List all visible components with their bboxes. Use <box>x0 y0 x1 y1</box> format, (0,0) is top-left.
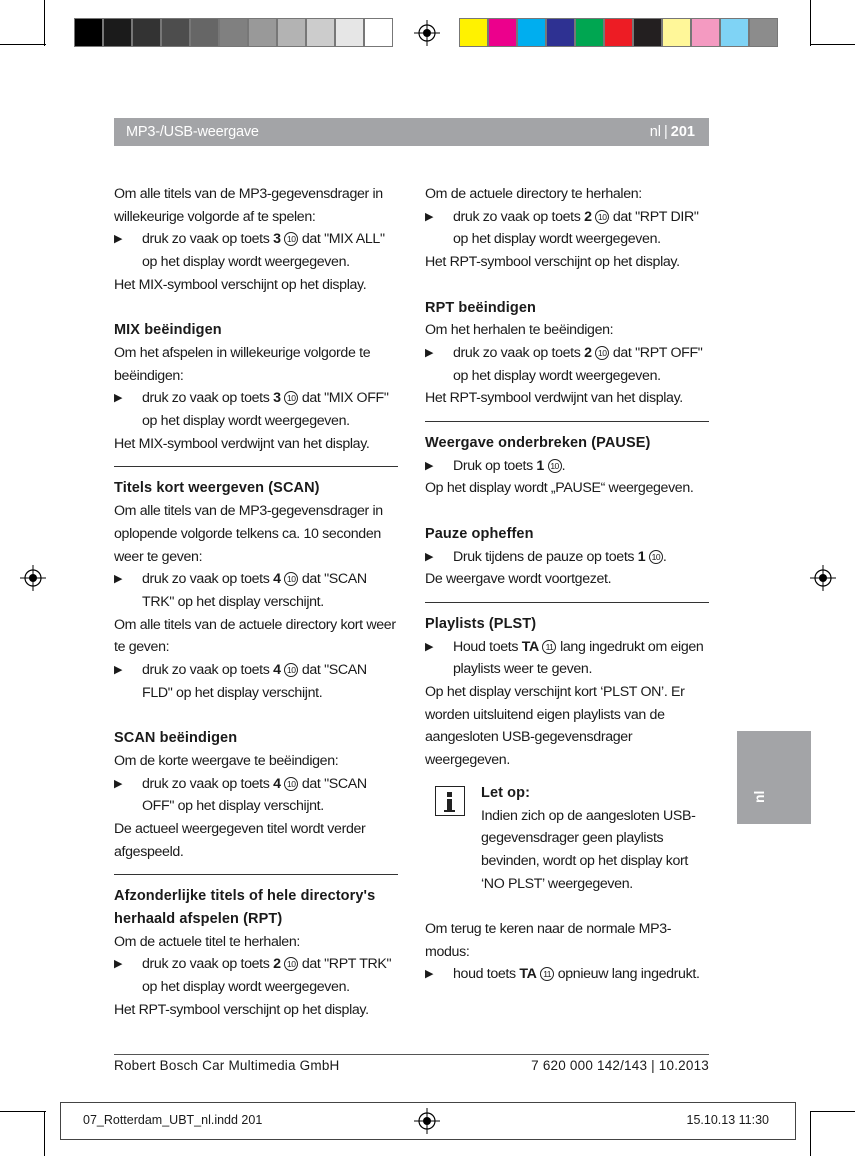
section-title: MP3-/USB-weergave <box>126 124 259 140</box>
side-tab-label: nl <box>751 790 767 803</box>
bullet-item <box>114 568 398 613</box>
subheading: MIX beëindigen <box>114 322 222 339</box>
bullet-text: dat "RPT TRK" op het display wordt weergegeven. <box>142 956 392 996</box>
paragraph: Het RPT-symbool verdwijnt van het display. <box>425 390 683 407</box>
color-swatch <box>219 18 248 47</box>
paragraph: Om alle titels van de MP3-gegevensdrager in willekeurige volgorde af te spelen: <box>114 186 383 225</box>
section-heading: Playlists (PLST) <box>425 615 537 632</box>
paragraph: Om de actuele titel te herhalen: <box>114 933 300 950</box>
note-title: Let op: <box>481 784 531 801</box>
footer-company: Robert Bosch Car Multimedia GmbH <box>114 1058 340 1073</box>
bullet-text: druk zo vaak op toets <box>142 775 274 792</box>
registration-mark-icon <box>810 565 836 591</box>
bullet-text: lang ingedrukt om eigen playlists weer te geven. <box>453 638 704 678</box>
paragraph: De weergave wordt voortgezet. <box>425 571 612 588</box>
footer-rule <box>114 1054 709 1055</box>
paragraph: Om het herhalen te beëindigen: <box>425 322 614 339</box>
process-color-bar <box>459 18 778 47</box>
bullet-triangle-icon: ▶ <box>425 640 434 653</box>
bullet-triangle-icon: ▶ <box>114 233 123 246</box>
bullet-text: dat "SCAN OFF" op het display verschijnt. <box>142 775 367 815</box>
page-num: 201 <box>670 124 695 140</box>
color-swatch <box>575 18 604 47</box>
key-label: 4 <box>273 775 281 792</box>
crop-mark <box>810 1111 855 1112</box>
bullet-text: Druk op toets <box>453 457 537 474</box>
section-divider <box>425 602 709 986</box>
section-heading: Afzonderlijke titels of hele directory's herhaald afspelen (RPT) <box>114 888 376 928</box>
paragraph: Het MIX-symbool verdwijnt van het display. <box>114 435 370 452</box>
key-number: 10 <box>284 391 298 405</box>
bullet-text: . <box>662 548 667 565</box>
paragraph: Om terug te keren naar de normale MP3-modus: <box>425 921 672 960</box>
paragraph: Het RPT-symbool verschijnt op het display. <box>114 1001 369 1018</box>
paragraph: Het MIX-symbool verschijnt op het display. <box>114 276 367 293</box>
color-swatch <box>277 18 306 47</box>
registration-mark-icon <box>20 565 46 591</box>
color-swatch <box>749 18 778 47</box>
spacer <box>114 704 398 727</box>
slug-datetime: 15.10.13 11:30 <box>686 1113 769 1127</box>
paragraph: Om de korte weergave te beëindigen: <box>114 752 339 769</box>
color-swatch <box>161 18 190 47</box>
bullet-item <box>114 659 398 704</box>
color-swatch <box>662 18 691 47</box>
bullet-triangle-icon: ▶ <box>425 968 434 981</box>
color-swatch <box>604 18 633 47</box>
info-icon <box>435 786 465 816</box>
bullet-triangle-icon: ▶ <box>114 777 123 790</box>
key-label: 4 <box>273 662 281 679</box>
bullet-text: dat "RPT OFF" op het display wordt weergegeven. <box>453 344 703 384</box>
key-label: 3 <box>273 231 281 248</box>
color-swatch <box>488 18 517 47</box>
bullet-text: dat "MIX ALL" op het display wordt weergegeven. <box>142 231 385 271</box>
subheading: SCAN beëindigen <box>114 730 238 747</box>
bullet-triangle-icon: ▶ <box>425 459 434 472</box>
bullet-item <box>114 953 398 998</box>
key-label: 2 <box>584 208 592 225</box>
right-column <box>425 183 709 986</box>
color-swatch <box>691 18 720 47</box>
bullet-triangle-icon: ▶ <box>425 550 434 563</box>
slug-filename: 07_Rotterdam_UBT_nl.indd 201 <box>83 1113 263 1127</box>
color-swatch <box>720 18 749 47</box>
bullet-triangle-icon: ▶ <box>114 958 123 971</box>
paragraph: Op het display verschijnt kort ‘PLST ON’. Er worden uitsluitend eigen playlists van de aangesloten USB-gegevensdrager weergegeven. <box>425 684 685 769</box>
color-swatch <box>190 18 219 47</box>
color-swatch <box>306 18 335 47</box>
bullet-item <box>425 636 709 681</box>
bullet-text: druk zo vaak op toets <box>142 231 274 248</box>
crop-mark <box>810 44 855 45</box>
bullet-text: druk zo vaak op toets <box>142 571 274 588</box>
page-number <box>650 124 695 140</box>
key-number: 10 <box>548 459 562 473</box>
key-label: 1 <box>637 548 646 565</box>
color-swatch <box>132 18 161 47</box>
crop-mark <box>44 0 45 46</box>
key-label: 1 <box>536 457 544 474</box>
crop-mark <box>0 44 46 45</box>
key-number: 10 <box>284 957 298 971</box>
bullet-text: houd toets <box>453 966 520 983</box>
color-swatch <box>335 18 364 47</box>
bullet-item <box>114 228 398 273</box>
print-slug <box>60 1102 796 1140</box>
paragraph: Op het display wordt „PAUSE“ weergegeven. <box>425 480 694 497</box>
key-number: 11 <box>542 640 556 654</box>
bullet-text: dat "RPT DIR" op het display wordt weergegeven. <box>453 208 699 248</box>
key-label: 2 <box>273 956 281 973</box>
paragraph: Het RPT-symbool verschijnt op het display. <box>425 254 680 271</box>
language-code: nl <box>649 124 662 140</box>
key-label: TA <box>521 638 539 655</box>
bullet-triangle-icon: ▶ <box>114 392 123 405</box>
section-divider <box>425 421 709 591</box>
bullet-text: dat "SCAN TRK" op het display verschijnt. <box>142 571 367 610</box>
gray-color-bar <box>74 18 393 47</box>
crop-mark <box>810 0 811 46</box>
color-swatch <box>633 18 662 47</box>
bullet-triangle-icon: ▶ <box>425 210 434 223</box>
bullet-text: druk zo vaak op toets <box>142 390 274 407</box>
key-number: 10 <box>595 346 609 360</box>
color-swatch <box>517 18 546 47</box>
subheading: Pauze opheffen <box>425 525 534 542</box>
crop-mark <box>44 1111 45 1156</box>
section-heading: Titels kort weergeven (SCAN) <box>114 480 320 497</box>
key-number: 11 <box>540 967 554 981</box>
bullet-text: druk zo vaak op toets <box>142 662 274 679</box>
key-label: 4 <box>273 571 281 588</box>
bullet-item <box>425 206 709 251</box>
bullet-text: dat "SCAN FLD" op het display verschijnt. <box>142 662 367 701</box>
separator: | <box>664 124 668 140</box>
bullet-text: Druk tijdens de pauze op toets <box>453 548 638 565</box>
bullet-item <box>114 773 398 818</box>
key-number: 10 <box>284 777 298 791</box>
bullet-text: druk zo vaak op toets <box>142 956 274 973</box>
paragraph: Om alle titels van de actuele directory kort weer te geven: <box>114 616 396 656</box>
spacer <box>425 500 709 523</box>
bullet-text: opnieuw lang ingedrukt. <box>554 966 700 983</box>
color-swatch <box>546 18 575 47</box>
subheading: RPT beëindigen <box>425 299 536 316</box>
key-number: 10 <box>284 572 298 586</box>
note-box <box>425 782 709 896</box>
page-header <box>114 118 709 146</box>
bullet-text: druk zo vaak op toets <box>453 208 585 225</box>
key-number: 10 <box>284 232 298 246</box>
section-divider <box>114 874 398 1021</box>
spacer <box>425 274 709 297</box>
key-label: TA <box>519 966 537 983</box>
bullet-text: Houd toets <box>453 638 522 655</box>
bullet-item <box>114 387 398 432</box>
note-text: Indien zich op de aangesloten USB-gegevensdrager geen playlists bevinden, wordt op het display kort ‘NO PLST’ weergegeven. <box>481 807 696 892</box>
color-swatch <box>74 18 103 47</box>
bullet-text: . <box>561 457 566 474</box>
spacer <box>114 297 398 320</box>
key-label: 3 <box>273 390 281 407</box>
paragraph: Om alle titels van de MP3-gegevensdrager in oplopende volgorde telkens ca. 10 seconden weer te geven: <box>114 503 383 565</box>
section-heading: Weergave onderbreken (PAUSE) <box>425 435 651 452</box>
color-swatch <box>459 18 488 47</box>
bullet-item <box>425 546 709 569</box>
paragraph: Om de actuele directory te herhalen: <box>425 186 642 202</box>
key-label: 2 <box>584 344 592 361</box>
color-swatch <box>103 18 132 47</box>
left-column <box>114 183 398 1022</box>
key-number: 10 <box>595 210 609 224</box>
paragraph: De actueel weergegeven titel wordt verder afgespeeld. <box>114 820 366 860</box>
footer-docnumber: 7 620 000 142/143 | 10.2013 <box>531 1058 709 1073</box>
bullet-triangle-icon: ▶ <box>114 664 123 677</box>
language-side-tab <box>737 731 811 824</box>
bullet-item <box>425 963 709 986</box>
bullet-item <box>425 455 709 478</box>
bullet-triangle-icon: ▶ <box>114 573 123 586</box>
bullet-triangle-icon: ▶ <box>425 346 434 359</box>
section-divider <box>114 466 398 863</box>
key-number: 10 <box>649 550 663 564</box>
color-swatch <box>364 18 393 47</box>
paragraph: Om het afspelen in willekeurige volgorde te beëindigen: <box>114 344 371 384</box>
crop-mark <box>810 1111 811 1156</box>
bullet-text: druk zo vaak op toets <box>453 344 585 361</box>
color-swatch <box>248 18 277 47</box>
spacer <box>425 895 709 918</box>
crop-mark <box>0 1111 46 1112</box>
bullet-text: dat "MIX OFF" op het display wordt weergegeven. <box>142 390 389 430</box>
bullet-item <box>425 342 709 387</box>
key-number: 10 <box>284 663 298 677</box>
registration-mark-icon <box>414 20 440 46</box>
